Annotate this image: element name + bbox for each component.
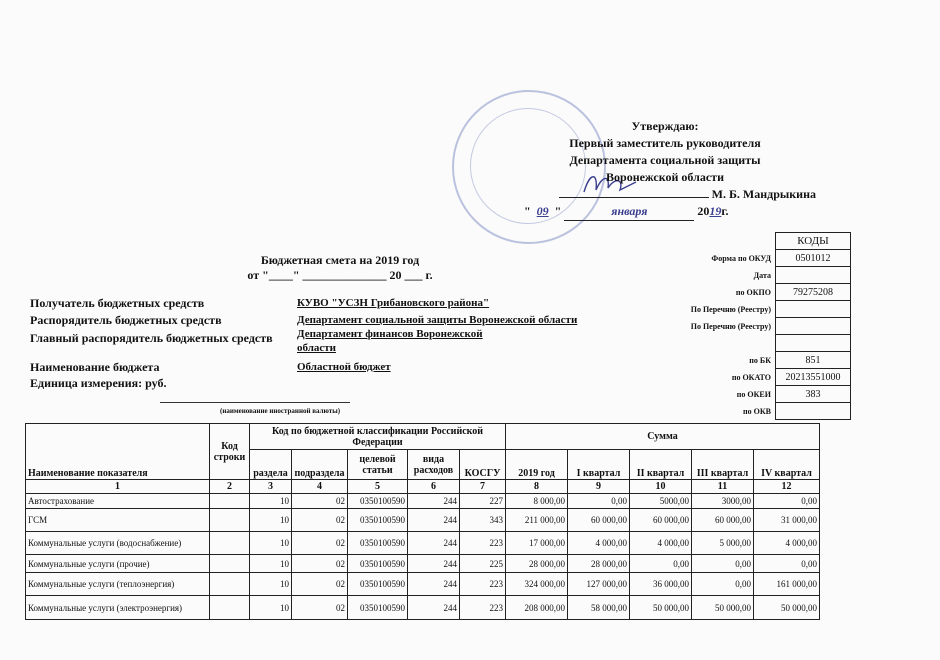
cell-q1: 60 000,00 xyxy=(568,509,630,532)
code-label xyxy=(657,335,776,352)
cell-code xyxy=(210,509,250,532)
cell-year: 8 000,00 xyxy=(506,494,568,509)
cell-cs: 0350100590 xyxy=(348,573,408,596)
field-value-chief-manager: Департамент финансов Воронежской xyxy=(297,328,483,340)
cell-year: 324 000,00 xyxy=(506,573,568,596)
field-label-manager: Распорядитель бюджетных средств xyxy=(30,313,222,327)
cell-podrazdel: 02 xyxy=(292,555,348,573)
cell-code xyxy=(210,532,250,555)
cell-q4: 0,00 xyxy=(754,555,820,573)
cell-q1: 58 000,00 xyxy=(568,596,630,620)
header-code: Код строки xyxy=(210,424,250,480)
approval-day: 09 xyxy=(536,204,549,218)
cell-code xyxy=(210,573,250,596)
cell-podrazdel: 02 xyxy=(292,573,348,596)
cell-vr: 244 xyxy=(408,573,460,596)
code-value xyxy=(776,335,851,352)
code-label: по ОКЕИ xyxy=(736,389,771,399)
table-row xyxy=(26,555,820,573)
code-value xyxy=(776,403,851,420)
code-value: 383 xyxy=(776,386,851,403)
approval-signer: М. Б. Мандрыкина xyxy=(711,187,816,201)
cell-q1: 0,00 xyxy=(568,494,630,509)
code-value xyxy=(776,318,851,335)
cell-kosgu: 227 xyxy=(460,494,506,509)
cell-razdel: 10 xyxy=(250,494,292,509)
cell-q2: 5000,00 xyxy=(630,494,692,509)
cell-vr: 244 xyxy=(408,509,460,532)
field-label-budget: Наименование бюджета xyxy=(30,360,160,374)
cell-q1: 28 000,00 xyxy=(568,555,630,573)
currency-line xyxy=(160,402,350,403)
cell-q2: 0,00 xyxy=(630,555,692,573)
cell-q4: 50 000,00 xyxy=(754,596,820,620)
codes-header: КОДЫ xyxy=(776,233,851,250)
cell-vr: 244 xyxy=(408,555,460,573)
field-value-manager: Департамент социальной защиты Воронежской области xyxy=(297,314,578,326)
header-cs: целевой статьи xyxy=(348,450,408,480)
cell-kosgu: 223 xyxy=(460,532,506,555)
table-row xyxy=(26,532,820,555)
cell-name: Коммунальные услуги (теплоэнергия) xyxy=(26,573,210,596)
code-value: 79275208 xyxy=(776,284,851,301)
approval-block xyxy=(500,118,830,221)
cell-kosgu: 223 xyxy=(460,573,506,596)
document-title xyxy=(210,253,470,283)
header-kbk: Код по бюджетной классификации Российской Федерации xyxy=(250,424,506,450)
field-label-recipient: Получатель бюджетных средств xyxy=(30,296,205,310)
code-label: по ОКПО xyxy=(735,287,771,297)
cell-q1: 4 000,00 xyxy=(568,532,630,555)
cell-razdel: 10 xyxy=(250,532,292,555)
cell-q2: 60 000,00 xyxy=(630,509,692,532)
cell-cs: 0350100590 xyxy=(348,494,408,509)
cell-cs: 0350100590 xyxy=(348,555,408,573)
header-vr: вида расходов xyxy=(408,450,460,480)
currency-caption: (наименование иностранной валюты) xyxy=(220,407,341,415)
cell-q3: 0,00 xyxy=(692,573,754,596)
code-label: По Перечню (Реестру) xyxy=(690,304,771,314)
colnum: 11 xyxy=(692,480,754,494)
approval-line-4: Воронежской области xyxy=(606,170,724,184)
cell-name: Автострахование xyxy=(26,494,210,509)
colnum: 3 xyxy=(250,480,292,494)
approval-line-2: Первый заместитель руководителя xyxy=(569,136,761,150)
cell-q1: 127 000,00 xyxy=(568,573,630,596)
table-row xyxy=(26,509,820,532)
cell-q3: 50 000,00 xyxy=(692,596,754,620)
cell-q4: 161 000,00 xyxy=(754,573,820,596)
code-value xyxy=(776,301,851,318)
field-value-chief-manager-2: области xyxy=(297,342,337,354)
cell-q4: 31 000,00 xyxy=(754,509,820,532)
approval-month: января xyxy=(564,203,694,221)
cell-name: Коммунальные услуги (прочие) xyxy=(26,555,210,573)
approval-date: " 09 " января 2019г. xyxy=(500,203,830,221)
cell-q2: 50 000,00 xyxy=(630,596,692,620)
codes-table xyxy=(657,232,851,420)
cell-code xyxy=(210,494,250,509)
table-row xyxy=(26,573,820,596)
title-line-2: от "____" ______________ 20 ___ г. xyxy=(247,268,433,282)
cell-year: 211 000,00 xyxy=(506,509,568,532)
cell-year: 208 000,00 xyxy=(506,596,568,620)
colnum: 5 xyxy=(348,480,408,494)
cell-vr: 244 xyxy=(408,494,460,509)
cell-q4: 4 000,00 xyxy=(754,532,820,555)
code-label: Форма по ОКУД xyxy=(711,253,771,263)
cell-q3: 3000,00 xyxy=(692,494,754,509)
code-value: 851 xyxy=(776,352,851,369)
code-value: 0501012 xyxy=(776,250,851,267)
cell-razdel: 10 xyxy=(250,555,292,573)
field-value-budget: Областной бюджет xyxy=(297,361,391,373)
header-razdel: раздела xyxy=(250,450,292,480)
codes-block xyxy=(657,232,851,420)
code-label: по БК xyxy=(749,355,771,365)
header-kosgu: КОСГУ xyxy=(460,450,506,480)
cell-podrazdel: 02 xyxy=(292,494,348,509)
colnum: 4 xyxy=(292,480,348,494)
field-label-unit: Единица измерения: руб. xyxy=(30,376,167,390)
code-value: 20213551000 xyxy=(776,369,851,386)
header-podrazdel: подраздела xyxy=(292,450,348,480)
colnum: 6 xyxy=(408,480,460,494)
cell-podrazdel: 02 xyxy=(292,596,348,620)
header-year: 2019 год xyxy=(506,450,568,480)
cell-year: 28 000,00 xyxy=(506,555,568,573)
colnum: 12 xyxy=(754,480,820,494)
header-q2: II квартал xyxy=(630,450,692,480)
code-value xyxy=(776,267,851,284)
colnum: 9 xyxy=(568,480,630,494)
code-label: Дата xyxy=(753,270,771,280)
cell-name: ГСМ xyxy=(26,509,210,532)
colnum: 8 xyxy=(506,480,568,494)
header-q1: I квартал xyxy=(568,450,630,480)
cell-vr: 244 xyxy=(408,596,460,620)
table-row xyxy=(26,596,820,620)
cell-name: Коммунальные услуги (электроэнергия) xyxy=(26,596,210,620)
cell-q3: 60 000,00 xyxy=(692,509,754,532)
field-value-recipient: КУВО "УСЗН Грибановского района" xyxy=(297,297,490,309)
header-q3: III квартал xyxy=(692,450,754,480)
approval-line-3: Департамента социальной защиты xyxy=(569,153,761,167)
colnum: 10 xyxy=(630,480,692,494)
code-label: по ОКВ xyxy=(743,406,771,416)
cell-code xyxy=(210,596,250,620)
cell-cs: 0350100590 xyxy=(348,532,408,555)
cell-cs: 0350100590 xyxy=(348,509,408,532)
cell-q4: 0,00 xyxy=(754,494,820,509)
cell-q3: 5 000,00 xyxy=(692,532,754,555)
header-sum: Сумма xyxy=(506,424,820,450)
header-q4: IV квартал xyxy=(754,450,820,480)
colnum: 1 xyxy=(26,480,210,494)
table-row xyxy=(26,494,820,509)
cell-q2: 36 000,00 xyxy=(630,573,692,596)
cell-kosgu: 343 xyxy=(460,509,506,532)
colnum: 2 xyxy=(210,480,250,494)
cell-podrazdel: 02 xyxy=(292,532,348,555)
cell-vr: 244 xyxy=(408,532,460,555)
cell-code xyxy=(210,555,250,573)
cell-q2: 4 000,00 xyxy=(630,532,692,555)
cell-razdel: 10 xyxy=(250,509,292,532)
budget-table-wrapper xyxy=(25,423,820,620)
cell-cs: 0350100590 xyxy=(348,596,408,620)
cell-q3: 0,00 xyxy=(692,555,754,573)
cell-name: Коммунальные услуги (водоснабжение) xyxy=(26,532,210,555)
cell-kosgu: 225 xyxy=(460,555,506,573)
code-label: По Перечню (Реестру) xyxy=(690,321,771,331)
cell-kosgu: 223 xyxy=(460,596,506,620)
approval-line-1: Утверждаю: xyxy=(631,119,699,133)
title-line-1: Бюджетная смета на 2019 год xyxy=(260,253,420,267)
budget-table xyxy=(25,423,820,620)
approval-year: 19 xyxy=(709,204,722,218)
colnum: 7 xyxy=(460,480,506,494)
cell-year: 17 000,00 xyxy=(506,532,568,555)
approval-signer-line xyxy=(500,186,830,203)
cell-razdel: 10 xyxy=(250,573,292,596)
header-name: Наименование показателя xyxy=(26,424,210,480)
cell-razdel: 10 xyxy=(250,596,292,620)
field-label-chief-manager: Главный распорядитель бюджетных средств xyxy=(30,331,273,345)
code-label: по ОКАТО xyxy=(731,372,771,382)
cell-podrazdel: 02 xyxy=(292,509,348,532)
